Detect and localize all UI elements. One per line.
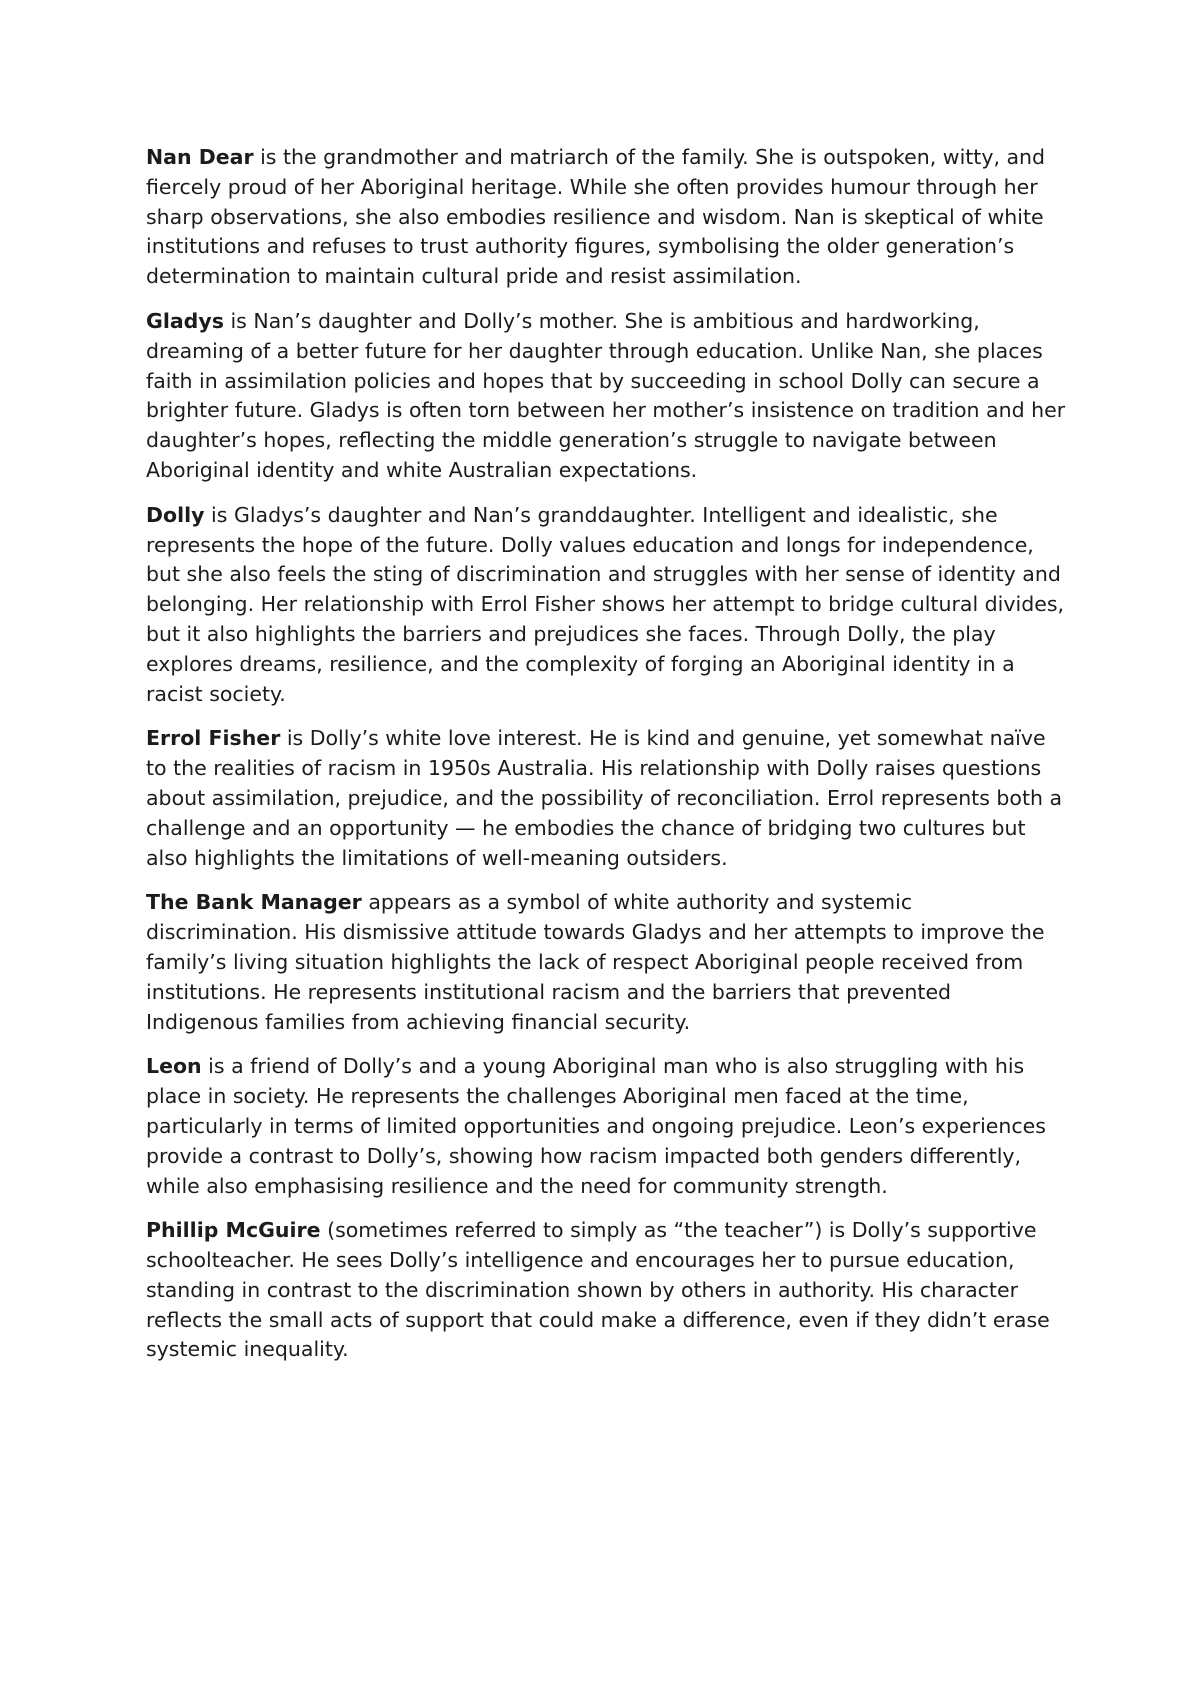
character-description: is a friend of Dolly’s and a young Aboriginal man who is also struggling with his place in society. He represents the challenges Aboriginal men faced at the time, particularly in terms of limited opportunities and ongoing prejudice. Leon’s experiences provide a contrast to Dolly’s, showing how racism impacted both genders differently, while also emphasising resilience and the need for community strength. [146, 1054, 1046, 1198]
character-name: Errol Fisher [146, 726, 281, 751]
character-description: is Gladys’s daughter and Nan’s granddaughter. Intelligent and idealistic, she represents the hope of the future. Dolly values education and longs for independence, but she also feels the sting of discrimination and struggles with her sense of identity and belonging. Her relationship with Errol Fisher shows her attempt to bridge cultural divides, but it also highlights the barriers and prejudices she faces. Through Dolly, the play explores dreams, resilience, and the complexity of forging an Aboriginal identity in a racist society. [146, 502, 1065, 706]
paragraph-bank-manager [146, 888, 1066, 1037]
character-description: (sometimes referred to simply as “the teacher”) is Dolly’s supportive schoolteacher. He sees Dolly’s intelligence and encourages her to pursue education, standing in contrast to the discrimination shown by others in authority. His character reflects the small acts of support that could make a difference, even if they didn’t erase systemic inequality. [146, 1218, 1050, 1362]
paragraph-nan-dear [146, 143, 1066, 292]
character-name: Dolly [146, 502, 205, 527]
character-name: Gladys [146, 308, 224, 333]
paragraph-errol-fisher [146, 724, 1066, 873]
character-name: Phillip McGuire [146, 1218, 321, 1243]
paragraph-dolly [146, 501, 1066, 710]
character-name: Nan Dear [146, 145, 254, 169]
paragraph-phillip-mcguire [146, 1216, 1066, 1365]
character-description: is Nan’s daughter and Dolly’s mother. She is ambitious and hardworking, dreaming of a better future for her daughter through education. Unlike Nan, she places faith in assimilation policies and hopes that by succeeding in school Dolly can secure a brighter future. Gladys is often torn between her mother’s insistence on tradition and her daughter’s hopes, reflecting the middle generation’s struggle to navigate between Aboriginal identity and white Australian expectations. [146, 308, 1066, 482]
paragraph-gladys [146, 307, 1066, 486]
paragraph-leon [146, 1052, 1066, 1201]
character-description: is Dolly’s white love interest. He is kind and genuine, yet somewhat naïve to the realities of racism in 1950s Australia. His relationship with Dolly raises questions about assimilation, prejudice, and the possibility of reconciliation. Errol represents both a challenge and an opportunity — he embodies the chance of bridging two cultures but also highlights the limitations of well-meaning outsiders. [146, 726, 1063, 870]
character-name: The Bank Manager [146, 890, 362, 915]
character-description: appears as a symbol of white authority and systemic discrimination. His dismissive attitude towards Gladys and her attempts to improve the family’s living situation highlights the lack of respect Aboriginal people received from institutions. He represents institutional racism and the barriers that prevented Indigenous families from achieving financial security. [146, 890, 1045, 1034]
document-page [146, 143, 1066, 1380]
character-name: Leon [146, 1054, 202, 1079]
character-description: is the grandmother and matriarch of the family. She is outspoken, witty, and fiercely proud of her Aboriginal heritage. While she often provides humour through her sharp observations, she also embodies resilience and wisdom. Nan is skeptical of white institutions and refuses to trust authority figures, symbolising the older generation’s determination to maintain cultural pride and resist assimilation. [146, 145, 1046, 289]
